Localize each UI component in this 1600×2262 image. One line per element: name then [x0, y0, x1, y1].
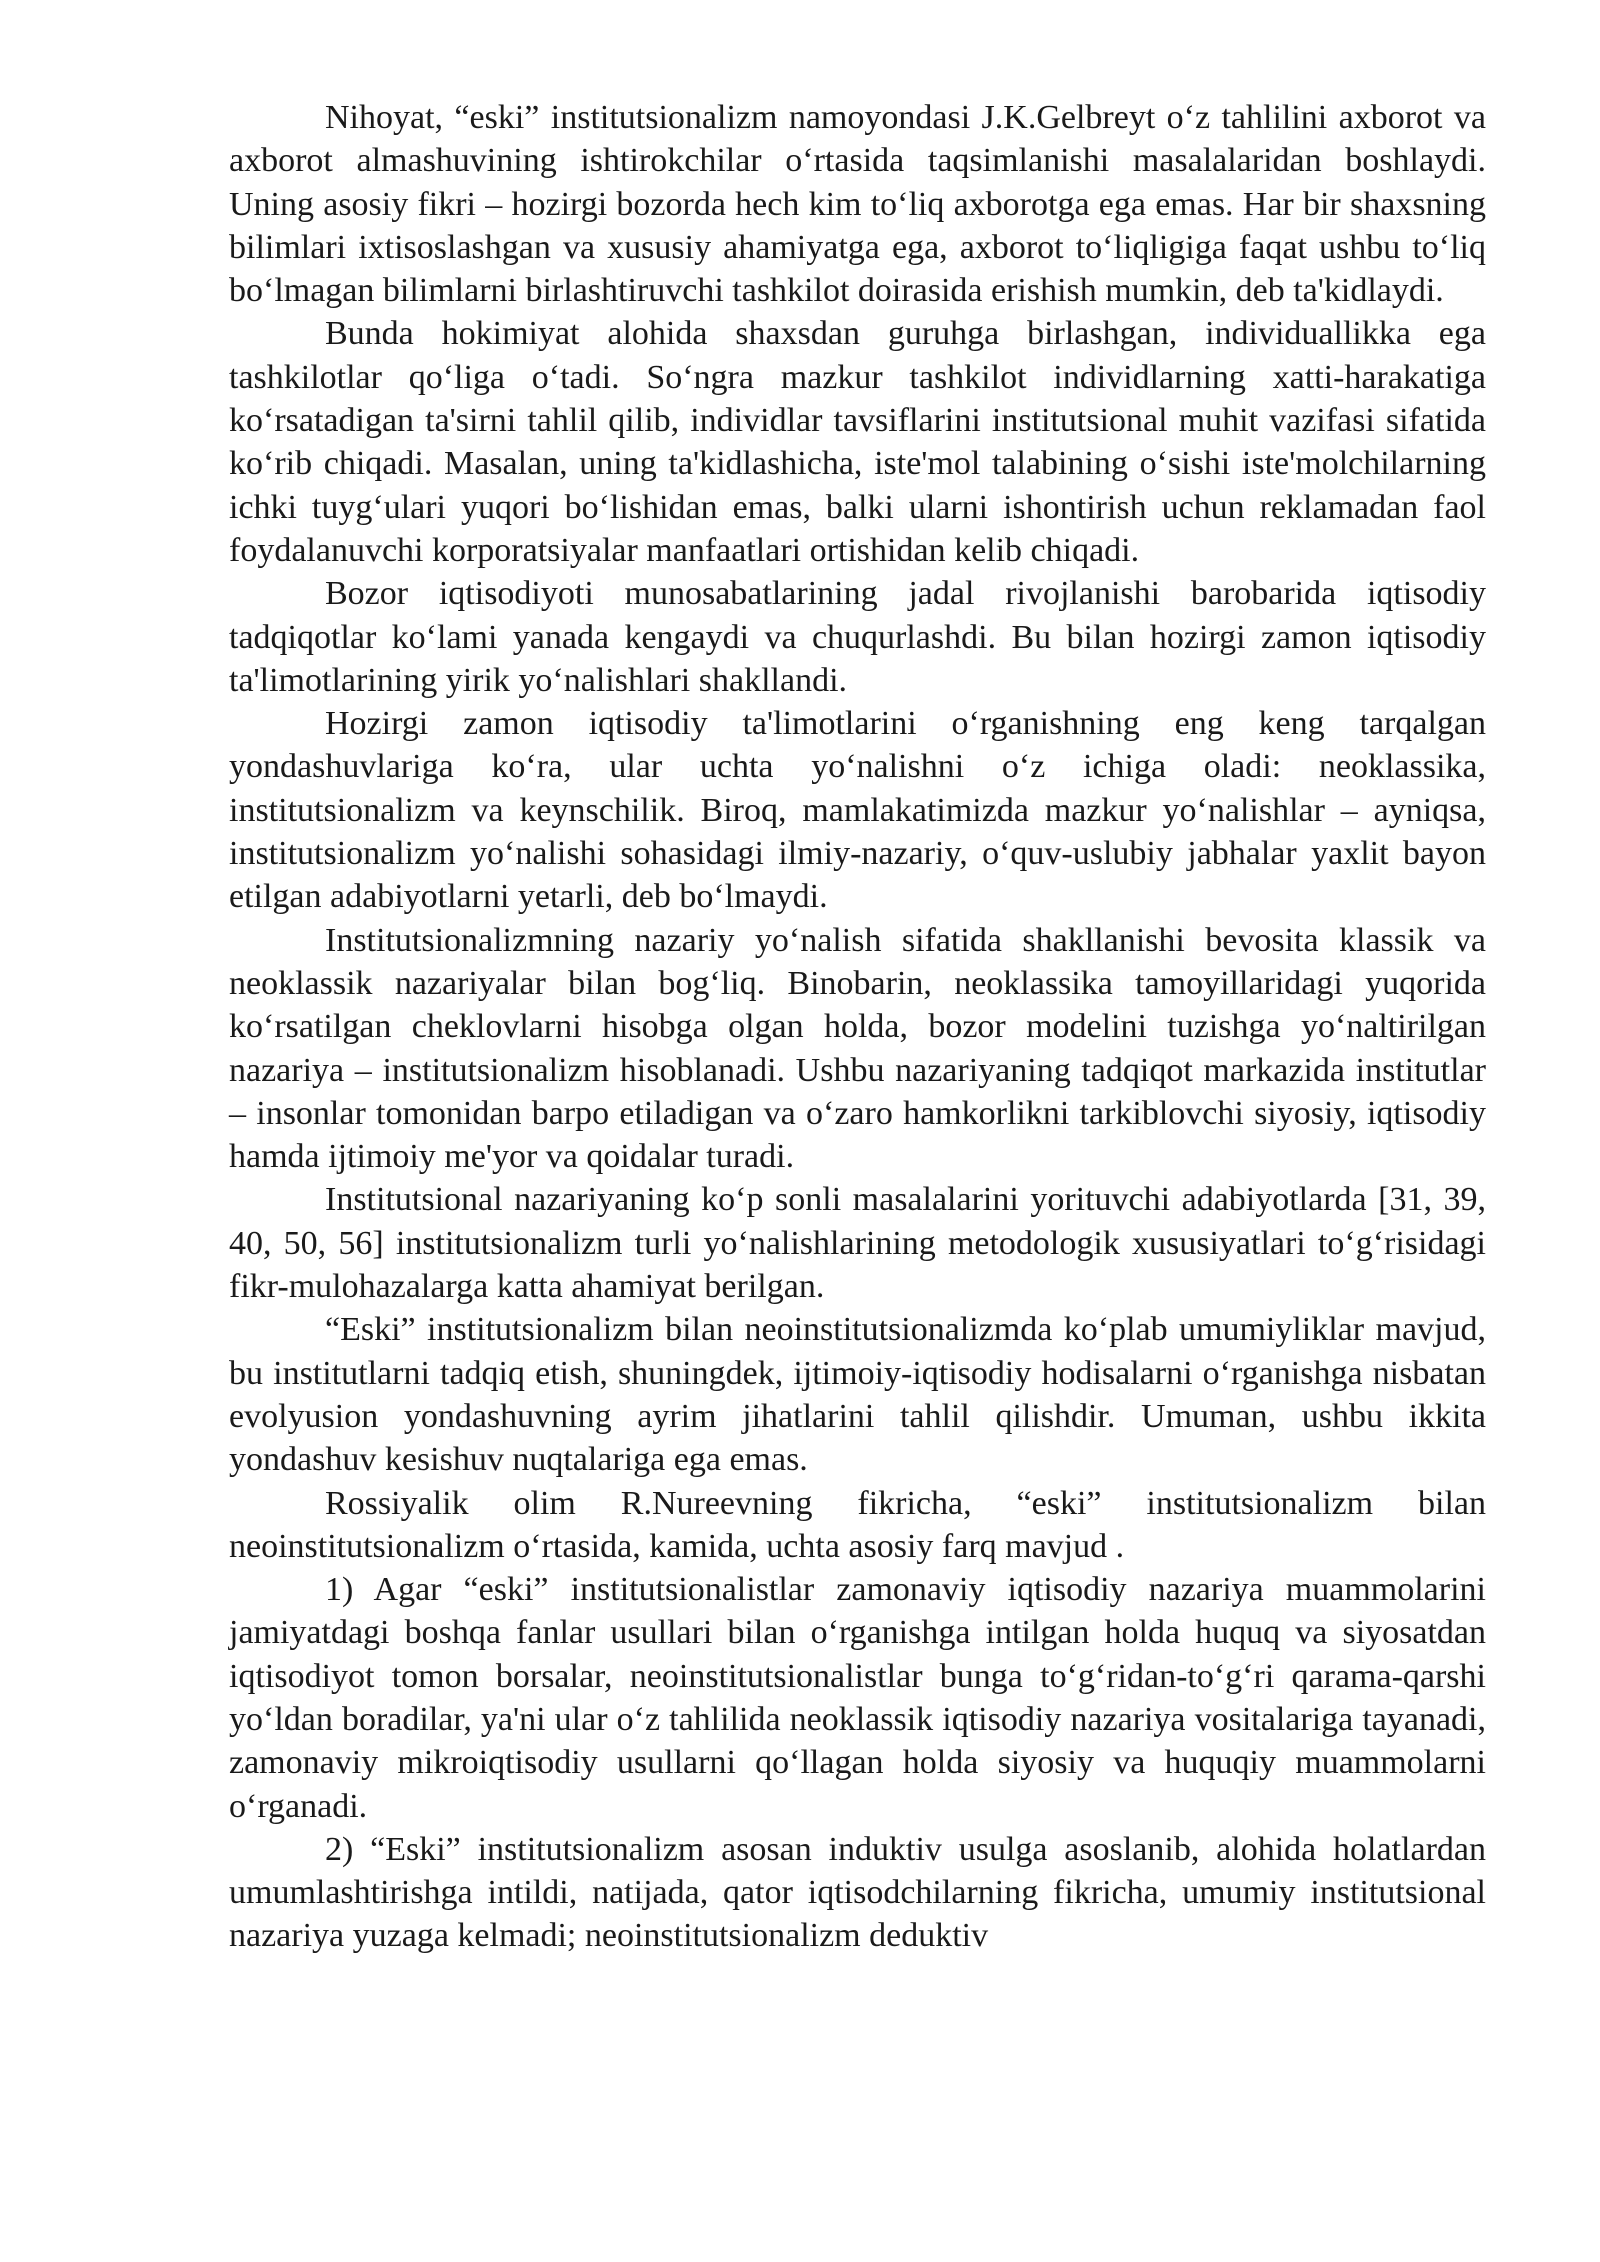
paragraph-gelbreyt-information: Nihoyat, “eski” institutsionalizm namoyondasi J.K.Gelbreyt o‘z tahlilini axborot va axborot almashuvining ishtirokchilar o‘rtasida taqsimlanishi masalalaridan boshlaydi. Uning asosiy fikri – hozirgi bozorda hech kim to‘liq axborotga ega emas. Har bir shaxsning bilimlari ixtisoslashgan va xususiy ahamiyatga ega, axborot to‘liqligiga faqat ushbu to‘liq bo‘lmagan bilimlarni birlashtiruvchi tashkilot doirasida erishish mumkin, deb ta'kidlaydi. — [229, 99, 1486, 310]
list-item-difference-2: 2) “Eski” institutsionalizm asosan induktiv usulga asoslanib, alohida holatlardan umumlashtirishga intildi, natijada, qator iqtisodchilarning fikricha, umumiy institutsional nazariya yuzaga kelmadi; neoinstitutsionalizm deduktiv — [229, 1830, 1486, 1955]
paragraph-modern-theories: Hozirgi zamon iqtisodiy ta'limotlarini o‘rganishning eng keng tarqalgan yondashuvlariga ko‘ra, ular uchta yo‘nalishni o‘z ichiga oladi: neoklassika, institutsionalizm va keynschilik. Biroq, mamlakatimizda mazkur yo‘nalishlar – ayniqsa, institutsionalizm yo‘nalishi sohasidagi ilmiy-nazariy, o‘quv-uslubiy jabhalar yaxlit bayon etilgan adabiyotlarni yetarli, deb bo‘lmaydi. — [229, 705, 1486, 916]
paragraph-market-economy-research: Bozor iqtisodiyoti munosabatlarining jadal rivojlanishi barobarida iqtisodiy tadqiqotlar ko‘lami yanada kengaydi va chuqurlashdi. Bu bilan hozirgi zamon iqtisodiy ta'limotlarining yirik yo‘nalishlari shakllandi. — [229, 575, 1486, 699]
document-page — [229, 96, 1486, 1958]
list-item-difference-1: 1) Agar “eski” institutsionalistlar zamonaviy iqtisodiy nazariya muammolarini jamiyatdagi boshqa fanlar usullari bilan o‘rganishga intilgan holda huquq va siyosatdan iqtisodiyot tomon borsalar, neoinstitutsionalistlar bunga to‘g‘ridan-to‘g‘ri qarama-qarshi yo‘ldan boradilar, ya'ni ular o‘z tahlilida neoklassik iqtisodiy nazariya vositalariga tayanadi, zamonaviy mikroiqtisodiy usullarni qo‘llagan holda siyosiy va huquqiy muammolarni o‘rganadi. — [229, 1571, 1486, 1825]
paragraph-nureev-opinion: Rossiyalik olim R.Nureevning fikricha, “eski” institutsionalizm bilan neoinstitutsionalizm o‘rtasida, kamida, uchta asosiy farq mavjud . — [229, 1484, 1486, 1565]
paragraph-old-vs-neo: “Eski” institutsionalizm bilan neoinstitutsionalizmda ko‘plab umumiyliklar mavjud, bu institutlarni tadqiq etish, shuningdek, ijtimoiy-iqtisodiy hodisalarni o‘rganishga nisbatan evolyusion yondashuvning ayrim jihatlarini tahlil qilishdir. Umuman, ushbu ikkita yondashuv kesishuv nuqtalariga ega emas. — [229, 1311, 1486, 1479]
paragraph-power-organizations: Bunda hokimiyat alohida shaxsdan guruhga birlashgan, individuallikka ega tashkilotlar qo‘liga o‘tadi. So‘ngra mazkur tashkilot individlarning xatti-harakatiga ko‘rsatadigan ta'sirni tahlil qilib, individlar tavsiflarini institutsional muhit vazifasi sifatida ko‘rib chiqadi. Masalan, uning ta'kidlashicha, iste'mol talabining o‘sishi iste'molchilarning ichki tuyg‘ulari yuqori bo‘lishidan emas, balki ularni ishontirish uchun reklamadan faol foydalanuvchi korporatsiyalar manfaatlari ortishidan kelib chiqadi. — [229, 315, 1486, 569]
paragraph-literature-references: Institutsional nazariyaning ko‘p sonli masalalarini yorituvchi adabiyotlarda [31, 39, 40, 50, 56] institutsionalizm turli yo‘nalishlarining metodologik xususiyatlari to‘g‘risidagi fikr-mulohazalarga katta ahamiyat berilgan. — [229, 1181, 1486, 1306]
paragraph-institutionalism-origin: Institutsionalizmning nazariy yo‘nalish sifatida shakllanishi bevosita klassik va neoklassik nazariyalar bilan bog‘liq. Binobarin, neoklassika tamoyillaridagi yuqorida ko‘rsatilgan cheklovlarni hisobga olgan holda, bozor modelini tuzishga yo‘naltirilgan nazariya – institutsionalizm hisoblanadi. Ushbu nazariyaning tadqiqot markazida institutlar – insonlar tomonidan barpo etiladigan va o‘zaro hamkorlikni tarkiblovchi siyosiy, iqtisodiy hamda ijtimoiy me'yor va qoidalar turadi. — [229, 921, 1486, 1176]
